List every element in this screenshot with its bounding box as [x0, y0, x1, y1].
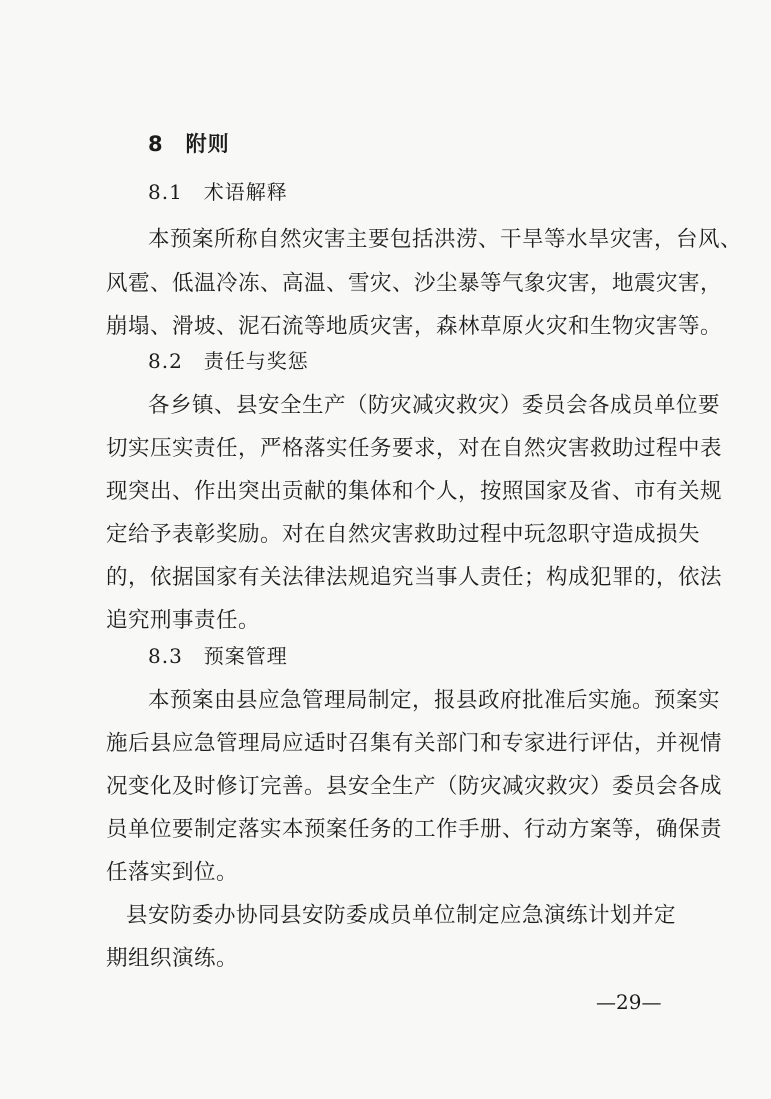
paragraph-line: 追究刑事责任。: [106, 608, 261, 633]
paragraph-line: 期组织演练。: [106, 946, 239, 971]
paragraph-line: 崩塌、滑坡、泥石流等地质灾害，森林草原火灾和生物灾害等。: [106, 314, 723, 339]
paragraph-line: 况变化及时修订完善。县安全生产（防灾减灾救灾）委员会各成: [106, 774, 723, 799]
section-title-8-1: 8.1 术语解释: [148, 180, 288, 204]
section-title-8-3: 8.3 预案管理: [148, 644, 288, 668]
paragraph-line: 各乡镇、县安全生产（防灾减灾救灾）委员会各成员单位要: [148, 393, 721, 418]
paragraph-line: 现突出、作出突出贡献的集体和个人，按照国家及省、市有关规: [106, 479, 723, 504]
page-number: —29—: [596, 990, 662, 1014]
paragraph-line: 员单位要制定落实本预案任务的工作手册、行动方案等，确保责: [106, 817, 723, 842]
section-title-8-2: 8.2 责任与奖惩: [148, 349, 309, 373]
paragraph-line: 本预案所称自然灾害主要包括洪涝、干旱等水旱灾害，台风、: [148, 227, 743, 252]
chapter-heading: 8 附则: [148, 132, 230, 156]
paragraph-line: 定给予表彰奖励。对在自然灾害救助过程中玩忽职守造成损失: [106, 522, 701, 547]
paragraph-line: 县安防委办协同县安防委成员单位制定应急演练计划并定: [126, 903, 677, 928]
paragraph-line: 任落实到位。: [106, 860, 239, 885]
paragraph-line: 切实压实责任，严格落实任务要求，对在自然灾害救助过程中表: [106, 436, 723, 461]
paragraph-line: 本预案由县应急管理局制定，报县政府批准后实施。预案实: [148, 688, 721, 713]
paragraph-line: 风雹、低温冷冻、高温、雪灾、沙尘暴等气象灾害，地震灾害，: [106, 271, 723, 296]
paragraph-line: 的，依据国家有关法律法规追究当事人责任；构成犯罪的，依法: [106, 565, 723, 590]
paragraph-line: 施后县应急管理局应适时召集有关部门和专家进行评估，并视情: [106, 731, 723, 756]
